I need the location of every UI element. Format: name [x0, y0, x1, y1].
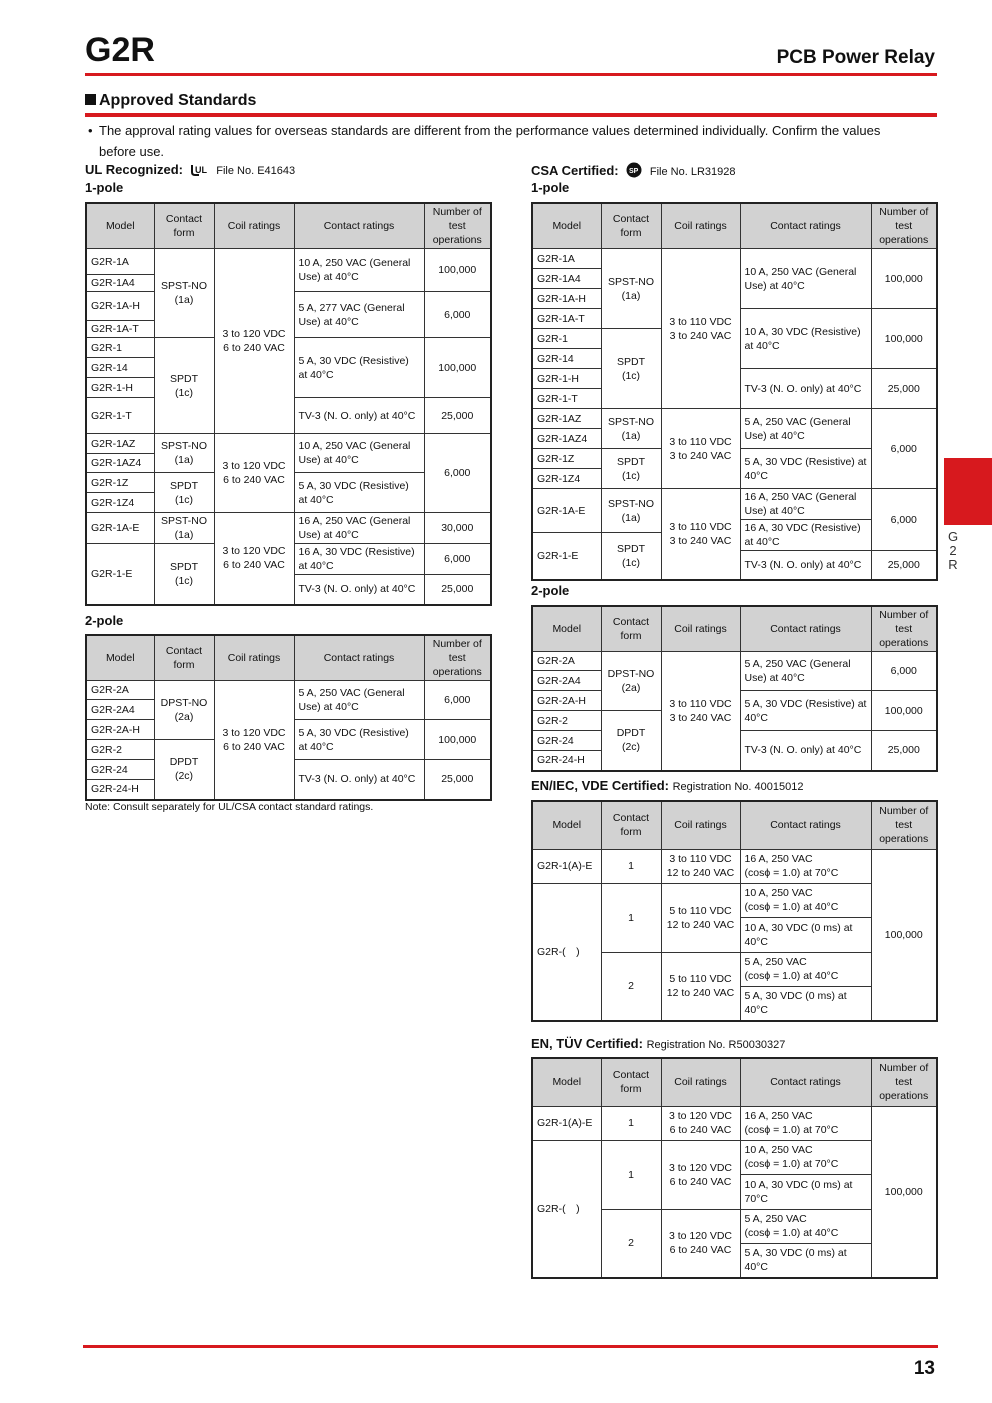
- contact-cell: 10 A, 30 VDC (Resistive) at 40°C: [740, 309, 871, 369]
- form-cell: SPST-NO (1a): [154, 513, 214, 544]
- contact-cell: 5 A, 250 VAC (General Use) at 40°C: [740, 652, 871, 691]
- contact-cell: 10 A, 30 VDC (0 ms) at 70°C: [740, 1174, 871, 1209]
- form-cell: DPST-NO (2a): [154, 681, 214, 740]
- coil-cell: 3 to 120 VDC 6 to 240 VAC: [661, 1106, 740, 1140]
- ul-1pole-label: 1-pole: [85, 180, 124, 195]
- ops-cell: 25,000: [424, 398, 491, 434]
- col-header: Model: [532, 801, 601, 849]
- section-heading-text: Approved Standards: [99, 92, 257, 109]
- ops-cell: 25,000: [871, 731, 937, 771]
- ops-cell: 6,000: [424, 434, 491, 513]
- model-cell: G2R-1Z: [532, 449, 601, 469]
- form-cell: SPDT (1c): [601, 449, 661, 489]
- contact-cell: 5 A, 30 VDC (Resistive) at 40°C: [740, 449, 871, 489]
- model-cell: G2R-1A-E: [86, 513, 154, 544]
- col-header: Number of test operations: [424, 635, 491, 681]
- contact-cell: 5 A, 250 VAC (General Use) at 40°C: [294, 681, 424, 720]
- contact-cell: 16 A, 30 VDC (Resistive) at 40°C: [294, 544, 424, 575]
- form-cell: SPST-NO (1a): [601, 409, 661, 449]
- ops-cell: 100,000: [424, 249, 491, 292]
- col-header: Contact ratings: [740, 801, 871, 849]
- col-header: Model: [532, 606, 601, 652]
- svg-text:UL: UL: [194, 165, 207, 175]
- ops-cell: 100,000: [871, 249, 937, 309]
- col-header: Coil ratings: [661, 606, 740, 652]
- form-cell: DPST-NO (2a): [601, 652, 661, 711]
- form-cell: 2: [601, 1209, 661, 1278]
- model-cell: G2R-2A4: [532, 671, 601, 691]
- form-cell: DPDT (2c): [601, 711, 661, 771]
- model-cell: G2R-24: [86, 760, 154, 780]
- model-cell: G2R-1: [86, 338, 154, 358]
- bullet-note: • The approval rating values for overseas standards are different from the performance values determined individually. Confirm the values before use.: [88, 120, 918, 162]
- ops-cell: 25,000: [871, 369, 937, 409]
- ops-cell: 6,000: [871, 409, 937, 489]
- page-number: 13: [913, 1358, 935, 1379]
- model-cell: G2R-2A4: [86, 700, 154, 720]
- model-cell: G2R-1A-H: [86, 292, 154, 321]
- en-vde-table: [531, 800, 938, 1022]
- contact-cell: 16 A, 250 VAC (cosϕ = 1.0) at 70°C: [740, 849, 871, 883]
- col-header: Number of test operations: [871, 606, 937, 652]
- col-header: Contact form: [154, 635, 214, 681]
- ops-cell: 100,000: [871, 1106, 937, 1278]
- header-rule: [85, 73, 937, 76]
- contact-cell: 16 A, 30 VDC (Resistive) at 40°C: [740, 520, 871, 551]
- contact-cell: TV-3 (N. O. only) at 40°C: [740, 731, 871, 771]
- ul-2pole-table: [85, 634, 492, 801]
- model-cell: G2R-1A-T: [532, 309, 601, 329]
- col-header: Contact ratings: [740, 1058, 871, 1106]
- model-cell: G2R-1A-H: [532, 289, 601, 309]
- ops-cell: 100,000: [424, 720, 491, 760]
- svg-text:SP: SP: [629, 168, 639, 175]
- col-header: Number of test operations: [871, 801, 937, 849]
- form-cell: 1: [601, 1106, 661, 1140]
- ops-cell: 6,000: [871, 652, 937, 691]
- ops-cell: 6,000: [424, 681, 491, 720]
- model-cell: G2R-1-H: [532, 369, 601, 389]
- ops-cell: 25,000: [424, 760, 491, 800]
- csa-2pole-label: 2-pole: [531, 583, 570, 598]
- model-cell: G2R-1AZ4: [532, 429, 601, 449]
- form-cell: 2: [601, 952, 661, 1021]
- contact-cell: TV-3 (N. O. only) at 40°C: [294, 575, 424, 605]
- col-header: Number of test operations: [424, 203, 491, 249]
- coil-cell: 3 to 110 VDC 3 to 240 VAC: [661, 249, 740, 409]
- table-note: Note: Consult separately for UL/CSA contact standard ratings.: [85, 801, 374, 813]
- model-cell: G2R-1Z4: [532, 469, 601, 489]
- model-cell: G2R-1-T: [532, 389, 601, 409]
- ops-cell: 100,000: [871, 309, 937, 369]
- csa-1pole-table: [531, 202, 938, 581]
- side-tab-label: G 2 R: [947, 529, 959, 572]
- coil-cell: 3 to 120 VDC 6 to 240 VAC: [661, 1209, 740, 1278]
- side-tab: [944, 458, 992, 525]
- form-cell: SPST-NO (1a): [601, 489, 661, 533]
- ops-cell: 100,000: [424, 338, 491, 398]
- contact-cell: 10 A, 250 VAC (General Use) at 40°C: [294, 249, 424, 292]
- contact-cell: 5 A, 30 VDC (Resistive) at 40°C: [294, 338, 424, 398]
- coil-cell: 3 to 120 VDC 6 to 240 VAC: [214, 249, 294, 434]
- model-cell: G2R-24-H: [86, 780, 154, 800]
- col-header: Contact form: [601, 606, 661, 652]
- ul-logo-icon: [190, 163, 210, 181]
- model-cell: G2R-1AZ: [86, 434, 154, 454]
- model-cell: G2R-1A: [532, 249, 601, 269]
- contact-cell: 5 A, 250 VAC (cosϕ = 1.0) at 40°C: [740, 952, 871, 986]
- col-header: Contact ratings: [294, 203, 424, 249]
- square-bullet-icon: [85, 94, 96, 105]
- model-cell: G2R-( ): [532, 1140, 601, 1278]
- col-header: Model: [86, 635, 154, 681]
- col-header: Coil ratings: [661, 203, 740, 249]
- model-cell: G2R-1A4: [86, 275, 154, 292]
- coil-cell: 3 to 110 VDC 3 to 240 VAC: [661, 652, 740, 771]
- section-rule: [85, 113, 937, 117]
- model-cell: G2R-24-H: [532, 751, 601, 771]
- col-header: Model: [86, 203, 154, 249]
- contact-cell: 5 A, 30 VDC (0 ms) at 40°C: [740, 1243, 871, 1278]
- model-cell: G2R-1-H: [86, 378, 154, 398]
- contact-cell: TV-3 (N. O. only) at 40°C: [740, 551, 871, 580]
- col-header: Contact ratings: [740, 203, 871, 249]
- contact-cell: TV-3 (N. O. only) at 40°C: [740, 369, 871, 409]
- csa-2pole-table: [531, 605, 938, 772]
- bullet-dot-icon: •: [88, 123, 93, 138]
- model-cell: G2R-1AZ: [532, 409, 601, 429]
- ul-1pole-table: [85, 202, 492, 606]
- col-header: Coil ratings: [661, 801, 740, 849]
- model-cell: G2R-2A: [86, 681, 154, 700]
- coil-cell: 3 to 120 VDC 6 to 240 VAC: [661, 1140, 740, 1209]
- coil-cell: 3 to 110 VDC 12 to 240 VAC: [661, 849, 740, 883]
- en-vde-heading: EN/IEC, VDE Certified: Registration No. 40015012: [531, 778, 804, 793]
- csa-heading: CSA Certified: SP File No. LR31928: [531, 162, 736, 182]
- contact-cell: 5 A, 30 VDC (Resistive) at 40°C: [740, 691, 871, 731]
- contact-cell: 10 A, 250 VAC (cosϕ = 1.0) at 40°C: [740, 883, 871, 917]
- coil-cell: 3 to 110 VDC 3 to 240 VAC: [661, 409, 740, 489]
- col-header: Model: [532, 1058, 601, 1106]
- form-cell: SPDT (1c): [154, 338, 214, 434]
- col-header: Contact ratings: [740, 606, 871, 652]
- contact-cell: 10 A, 250 VAC (General Use) at 40°C: [740, 249, 871, 309]
- col-header: Number of test operations: [871, 1058, 937, 1106]
- ops-cell: 25,000: [871, 551, 937, 580]
- model-cell: G2R-1A-E: [532, 489, 601, 533]
- model-cell: G2R-1Z: [86, 473, 154, 493]
- ul-2pole-label: 2-pole: [85, 613, 124, 628]
- contact-cell: 5 A, 30 VDC (Resistive) at 40°C: [294, 720, 424, 760]
- footer-rule: [83, 1345, 938, 1348]
- ops-cell: 100,000: [871, 849, 937, 1021]
- model-cell: G2R-2: [532, 711, 601, 731]
- model-cell: G2R-1: [532, 329, 601, 349]
- form-cell: SPDT (1c): [154, 544, 214, 605]
- model-cell: G2R-2A-H: [532, 691, 601, 711]
- csa-logo-icon: [625, 162, 643, 182]
- col-header: Contact form: [154, 203, 214, 249]
- page-title: G2R: [85, 31, 155, 69]
- coil-cell: 5 to 110 VDC 12 to 240 VAC: [661, 883, 740, 952]
- form-cell: 1: [601, 849, 661, 883]
- model-cell: G2R-2: [86, 740, 154, 760]
- form-cell: SPST-NO (1a): [601, 249, 661, 329]
- contact-cell: 5 A, 277 VAC (General Use) at 40°C: [294, 292, 424, 338]
- contact-cell: 10 A, 250 VAC (cosϕ = 1.0) at 70°C: [740, 1140, 871, 1174]
- model-cell: G2R-1AZ4: [86, 454, 154, 473]
- coil-cell: 3 to 120 VDC 6 to 240 VAC: [214, 434, 294, 513]
- model-cell: G2R-1-T: [86, 398, 154, 434]
- model-cell: G2R-( ): [532, 883, 601, 1021]
- col-header: Contact form: [601, 203, 661, 249]
- contact-cell: TV-3 (N. O. only) at 40°C: [294, 760, 424, 800]
- contact-cell: 10 A, 250 VAC (General Use) at 40°C: [294, 434, 424, 473]
- col-header: Coil ratings: [214, 203, 294, 249]
- contact-cell: 16 A, 250 VAC (General Use) at 40°C: [294, 513, 424, 544]
- ops-cell: 25,000: [424, 575, 491, 605]
- col-header: Coil ratings: [661, 1058, 740, 1106]
- model-cell: G2R-14: [532, 349, 601, 369]
- model-cell: G2R-1A-T: [86, 321, 154, 338]
- form-cell: SPST-NO (1a): [154, 249, 214, 338]
- form-cell: SPDT (1c): [601, 533, 661, 580]
- col-header: Coil ratings: [214, 635, 294, 681]
- model-cell: G2R-24: [532, 731, 601, 751]
- ul-heading: UL Recognized: UL File No. E41643: [85, 162, 295, 181]
- model-cell: G2R-1A: [86, 249, 154, 275]
- model-cell: G2R-1(A)-E: [532, 1106, 601, 1140]
- contact-cell: TV-3 (N. O. only) at 40°C: [294, 398, 424, 434]
- form-cell: 1: [601, 1140, 661, 1209]
- coil-cell: 3 to 110 VDC 3 to 240 VAC: [661, 489, 740, 580]
- model-cell: G2R-2A-H: [86, 720, 154, 740]
- page-subtitle: PCB Power Relay: [776, 47, 935, 68]
- col-header: Contact ratings: [294, 635, 424, 681]
- col-header: Contact form: [601, 801, 661, 849]
- model-cell: G2R-2A: [532, 652, 601, 671]
- contact-cell: 5 A, 30 VDC (0 ms) at 40°C: [740, 986, 871, 1021]
- form-cell: 1: [601, 883, 661, 952]
- contact-cell: 16 A, 250 VAC (General Use) at 40°C: [740, 489, 871, 520]
- col-header: Contact form: [601, 1058, 661, 1106]
- coil-cell: 3 to 120 VDC 6 to 240 VAC: [214, 681, 294, 800]
- ops-cell: 6,000: [424, 544, 491, 575]
- coil-cell: 5 to 110 VDC 12 to 240 VAC: [661, 952, 740, 1021]
- ops-cell: 6,000: [424, 292, 491, 338]
- contact-cell: 5 A, 30 VDC (Resistive) at 40°C: [294, 473, 424, 513]
- contact-cell: 10 A, 30 VDC (0 ms) at 40°C: [740, 917, 871, 952]
- form-cell: DPDT (2c): [154, 740, 214, 800]
- model-cell: G2R-1-E: [532, 533, 601, 580]
- model-cell: G2R-1(A)-E: [532, 849, 601, 883]
- form-cell: SPDT (1c): [154, 473, 214, 513]
- col-header: Number of test operations: [871, 203, 937, 249]
- csa-1pole-label: 1-pole: [531, 180, 570, 195]
- model-cell: G2R-14: [86, 358, 154, 378]
- en-tuv-table: [531, 1057, 938, 1279]
- ops-cell: 30,000: [424, 513, 491, 544]
- form-cell: SPST-NO (1a): [154, 434, 214, 473]
- coil-cell: 3 to 120 VDC 6 to 240 VAC: [214, 513, 294, 605]
- contact-cell: 16 A, 250 VAC (cosϕ = 1.0) at 70°C: [740, 1106, 871, 1140]
- contact-cell: 5 A, 250 VAC (cosϕ = 1.0) at 40°C: [740, 1209, 871, 1243]
- en-tuv-heading: EN, TÜV Certified: Registration No. R50030327: [531, 1036, 786, 1051]
- model-cell: G2R-1Z4: [86, 493, 154, 513]
- col-header: Model: [532, 203, 601, 249]
- model-cell: G2R-1-E: [86, 544, 154, 605]
- section-heading: [85, 91, 256, 111]
- contact-cell: 5 A, 250 VAC (General Use) at 40°C: [740, 409, 871, 449]
- ops-cell: 6,000: [871, 489, 937, 551]
- ops-cell: 100,000: [871, 691, 937, 731]
- model-cell: G2R-1A4: [532, 269, 601, 289]
- form-cell: SPDT (1c): [601, 329, 661, 409]
